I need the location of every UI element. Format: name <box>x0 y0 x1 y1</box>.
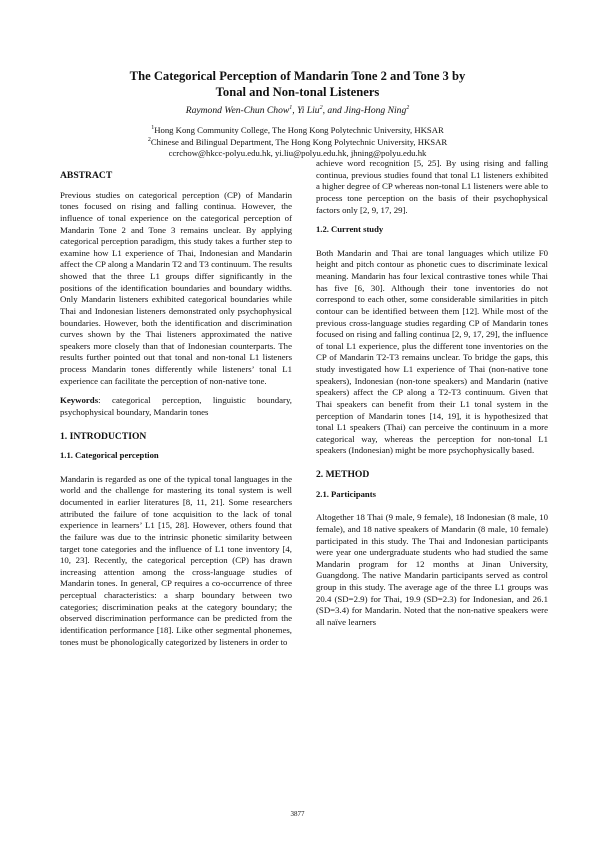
author-emails: ccrchow@hkcc-polyu.edu.hk, yi.liu@polyu.edu.hk, jhning@polyu.edu.hk <box>168 148 427 158</box>
method-paragraph-1: Altogether 18 Thai (9 male, 9 female), 18 Indonesian (8 male, 10 female), and 18 native speakers of Mandarin (8 male, 10 female) participated in this study. The Thai and Indonesian participants were year one undergraduate students who had studied the same Mandarin program for 12 months at Jinan University, Guangdong. The native Mandarin participants served as control group in this study. The average age of the three L1 groups was 20.4 (SD=2.9) for Thai, 19.9 (SD=2.3) for Indonesian, and 26.1 (SD=3.4) for Mandarin. Noted that the non-native speakers were all naïve learners <box>316 512 548 627</box>
intro-paragraph-1-continued: achieve word recognition [5, 25]. By using rising and falling continua, previous studies found that tonal L1 listeners exhibited a higher degree of CP whereas non-tonal L1 listeners were able to process tone perception on the basis of their psychophysical factors only [2, 9, 17, 29]. <box>316 158 548 215</box>
abstract-heading: ABSTRACT <box>60 170 113 181</box>
introduction-heading: 1. INTRODUCTION <box>60 430 147 442</box>
subsection-heading-current-study: 1.2. Current study <box>316 224 384 235</box>
intro-paragraph-2: Both Mandarin and Thai are tonal languages which utilize F0 height and pitch contour as phonetic cues to discriminate lexical meaning. Mandarin has four lexical contrastive tones while Thai has five [6, 30]. Although their tone inventories do not correspond to each other, some considerable similarities in pitch contour can be identified between them [12]. While most of the previous cross-language studies regarding CP of Mandarin tones focused on rising and falling continua [2, 9, 17, 29], the influence of tonal L1 experience, plus the different tone inventories on the CP of Mandarin T2-T3 remains unclear. To bridge the gaps, this study investigated how L1 experience of Thai (non-native tone speakers), Indonesian (non-tone speakers) and Mandarin (native speakers) affect the CP along a T2-T3 continuum. Given that Thai speakers can benefit from their L1 tonal system in the perception of Mandarin tones [14, 19], it is hypothesized that tonal L1 speakers (Thai) can perceive the continuum in a more categorical way, whereas the perception for non-tonal L1 speakers (Indonesian) might be more psychophysically based. <box>316 247 548 456</box>
keywords-label: Keywords <box>60 395 99 406</box>
affiliation-2-mark: 2 <box>147 136 151 143</box>
author-separator: , and <box>322 105 345 116</box>
author-1: Raymond Wen-Chun Chow <box>185 105 290 116</box>
affiliation-1-mark: 1 <box>151 125 155 132</box>
method-heading: 2. METHOD <box>316 469 370 480</box>
title-line-1: The Categorical Perception of Mandarin Tone 2 and Tone 3 by <box>129 69 466 83</box>
affiliation-1-text: Hong Kong Community College, The Hong Kong Polytechnic University, HKSAR <box>154 125 444 135</box>
author-2: Yi Liu <box>297 105 320 116</box>
author-separator: , <box>292 105 298 116</box>
abstract-text: Previous studies on categorical perception (CP) of Mandarin tones focused on rising and falling continua. However, the influence of tonal experience on the categorical perception of Mandarin Tone 2 and Tone 3 remains unclear. By applying categorical perception paradigm, this study takes a further step to examine how L1 experience of Thai, Indonesian and Mandarin affect the CP along a Mandarin T2 and T3 continuum. The results showed that the three L1 groups differ significantly in the positions of the identification boundaries and boundary widths. Only Mandarin listeners exhibited categorical boundaries while Thai and Indonesian listeners demonstrated only psychophysical boundaries. However, both the identification and discrimination curves shown by the Thai listeners approximated the native speakers more closely than that of Indonesian counterparts. The results further pointed out that tonal and non-tonal L1 listeners process Mandarin tones differently while listeners’ tonal L1 experience can facilitate the perception of non-native tone. <box>60 189 292 386</box>
author-1-affil-mark: 1 <box>289 104 293 111</box>
affiliation-2 <box>40 137 555 149</box>
affiliations <box>40 125 555 160</box>
subsection-heading-categorical-perception: 1.1. Categorical perception <box>60 450 159 461</box>
keywords <box>60 395 292 418</box>
title-line-2: Tonal and Non-tonal Listeners <box>215 85 380 99</box>
intro-paragraph-1: Mandarin is regarded as one of the typical tonal languages in the world and the challenge for mastering its tonal system is well documented in earlier literatures [8, 11, 21]. Some researchers attributed the failure of tone acquisition to the lack of tonal experience in learners’ L1 [15, 28]. However, others found that the failure was due to the intrinsic phonetic similarity between target tone categories and the influence of L1 tone inventory [4, 10, 23]. Recently, the categorical perception (CP) has drawn increasing attention among the cross-language studies of Mandarin tones. In general, CP requires a co-occurrence of three perceptual characteristics: a sharp boundary between two categories; discrimination peaks at the category boundary; the observed discrimination performance can be predicted from the identification performance [18]. Like other segmental phonemes, tones must be phonologically categorized by listeners in order to <box>60 473 292 647</box>
affiliation-1 <box>40 125 555 137</box>
affiliation-2-text: Chinese and Bilingual Department, The Hong Kong Polytechnic University, HKSAR <box>150 136 448 147</box>
author-3-affil-mark: 2 <box>406 104 410 111</box>
page-number: 3877 <box>290 810 305 818</box>
keywords-text: : categorical perception, linguistic boundary, psychophysical boundary, Mandarin tones <box>60 395 292 417</box>
author-2-affil-mark: 2 <box>319 104 323 111</box>
right-column <box>316 158 548 629</box>
subsection-heading-participants: 2.1. Participants <box>316 488 376 499</box>
author-3: Jing-Hong Ning <box>344 105 407 116</box>
paper-title <box>60 68 535 100</box>
author-list <box>40 105 555 117</box>
left-column <box>60 170 292 648</box>
